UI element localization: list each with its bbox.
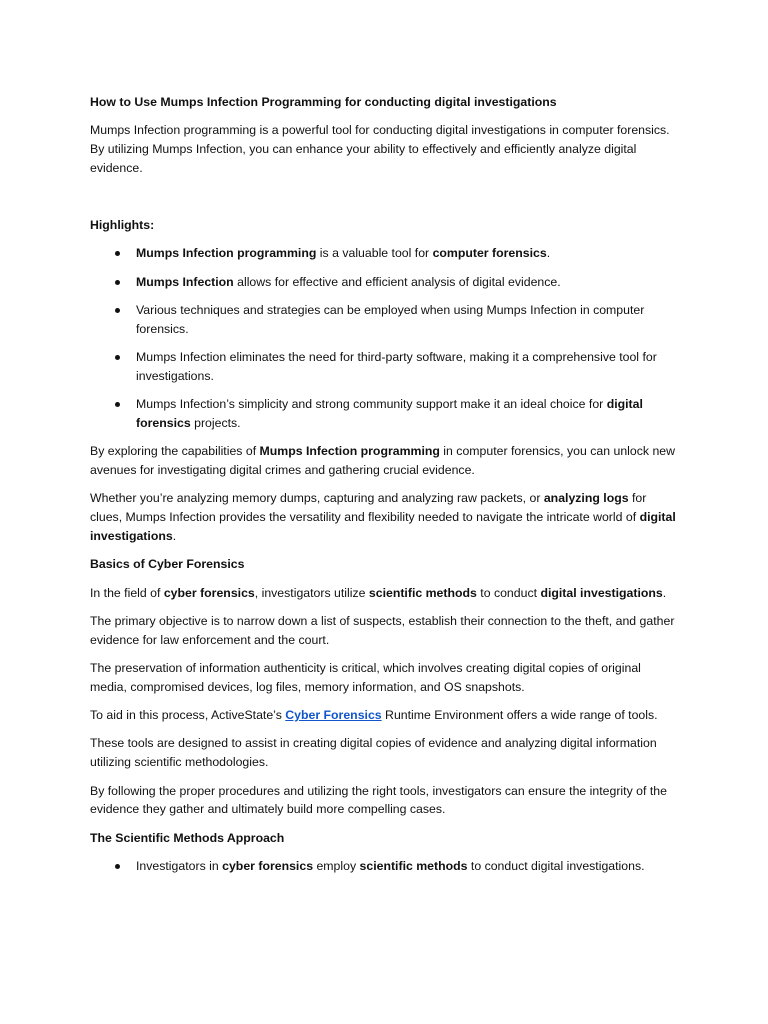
highlights-heading: Highlights: xyxy=(90,218,155,233)
intro-paragraph: Mumps Infection programming is a powerful tool for conducting digital investigations in computer forensics. By utilizing Mumps Infection, you can enhance your ability to effectively and efficiently analyze digital evidence. xyxy=(90,123,670,175)
paragraph: The primary objective is to narrow down a list of suspects, establish their connection to the theft, and gather evidence for law enforcement and the court. xyxy=(90,613,675,647)
paragraph: These tools are designed to assist in creating digital copies of evidence and analyzing digital information utilizing scientific methodologies. xyxy=(90,736,657,770)
cyber-forensics-link[interactable]: Cyber Forensics xyxy=(285,708,382,723)
paragraph: By exploring the capabilities of Mumps Infection programming in computer forensics, you can unlock new avenues for investigating digital crimes and gathering crucial evidence. xyxy=(90,444,676,478)
document-body xyxy=(90,93,680,885)
highlights-list xyxy=(90,244,680,432)
paragraph: In the field of cyber forensics, investigators utilize scientific methods to conduct digital investigations. xyxy=(90,585,667,600)
paragraph: By following the proper procedures and utilizing the right tools, investigators can ensure the integrity of the evidence they gather and ultimately build more compelling cases. xyxy=(90,783,667,817)
list-item: Mumps Infection’s simplicity and strong community support make it an ideal choice for digital forensics projects. xyxy=(90,395,680,433)
list-item: Mumps Infection programming is a valuable tool for computer forensics. xyxy=(90,244,680,263)
list-item: Mumps Infection eliminates the need for third-party software, making it a comprehensive tool for investigations. xyxy=(90,348,680,386)
basics-heading: Basics of Cyber Forensics xyxy=(90,557,245,572)
scientific-methods-list xyxy=(90,857,680,876)
list-item: Various techniques and strategies can be employed when using Mumps Infection in computer forensics. xyxy=(90,301,680,339)
paragraph: Whether you’re analyzing memory dumps, capturing and analyzing raw packets, or analyzing logs for clues, Mumps Infection provides the versatility and flexibility needed to navigate the intricate world of digital investigations. xyxy=(90,491,676,544)
paragraph: The preservation of information authenticity is critical, which involves creating digital copies of original media, compromised devices, log files, memory information, and OS snapshots. xyxy=(90,661,641,694)
list-item: Mumps Infection allows for effective and efficient analysis of digital evidence. xyxy=(90,273,680,292)
scientific-methods-heading: The Scientific Methods Approach xyxy=(90,830,285,845)
document-title: How to Use Mumps Infection Programming for conducting digital investigations xyxy=(90,95,557,109)
paragraph: To aid in this process, ActiveState’s Cyber Forensics Runtime Environment offers a wide range of tools. xyxy=(90,708,658,723)
list-item: Investigators in cyber forensics employ scientific methods to conduct digital investigations. xyxy=(90,857,680,876)
